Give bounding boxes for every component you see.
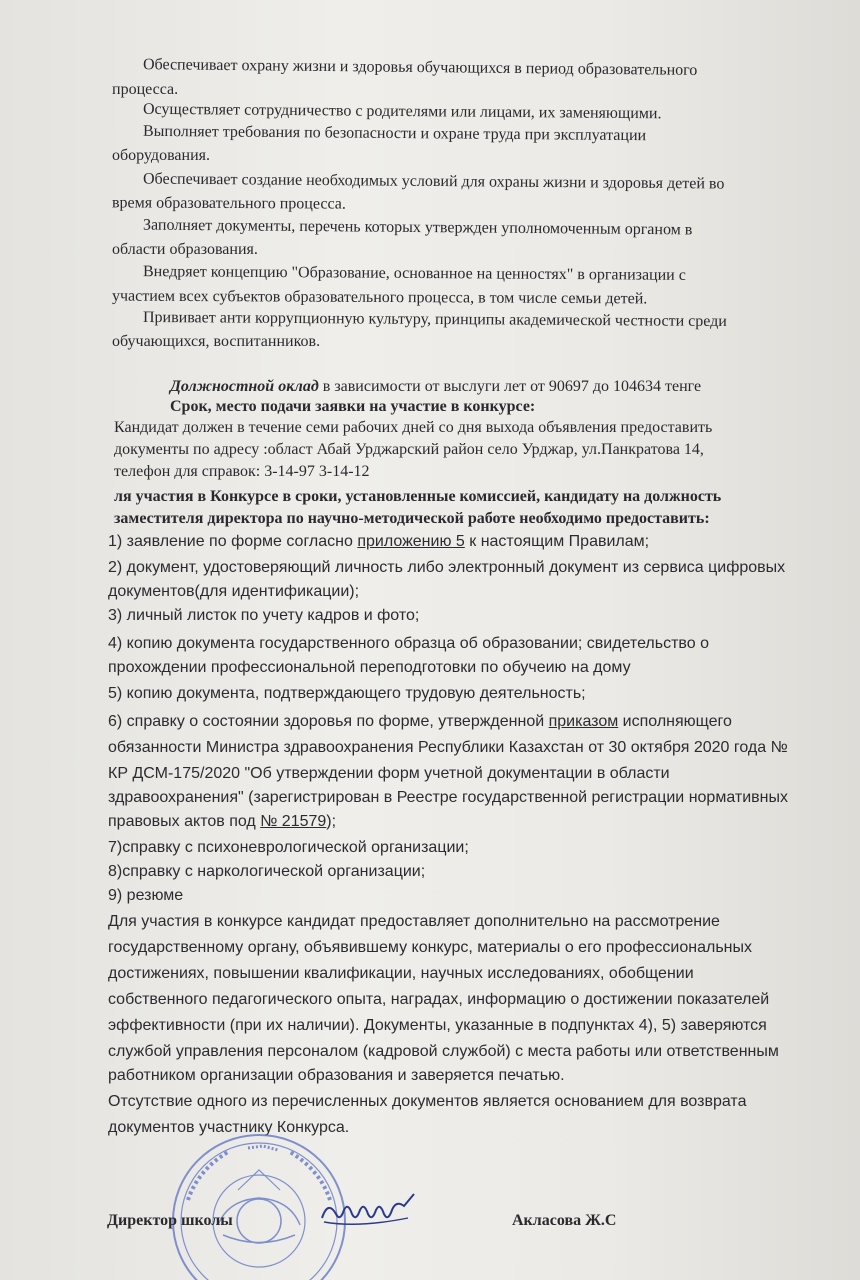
list-text: ); xyxy=(326,813,337,830)
duty-line: оборудования. xyxy=(112,147,210,164)
additional-line: службой управления персоналом (кадровой службой) с места работы или ответственным xyxy=(108,1043,779,1060)
list-item: КР ДСМ-175/2020 "Об утверждении форм учетной документации в области xyxy=(108,765,670,782)
duty-line: области образования. xyxy=(112,241,258,258)
additional-line: эффективности (при их наличии). Документы, указанные в подпунктах 4), 5) заверяются xyxy=(108,1017,767,1034)
list-item: документов(для идентификации); xyxy=(108,583,360,600)
duty-line: обучающихся, воспитанников. xyxy=(112,333,321,350)
additional-line: Отсутствие одного из перечисленных документов является основанием для возврата xyxy=(108,1093,747,1110)
list-text: 6) справку о состоянии здоровья по форме, утвержденной xyxy=(108,713,549,730)
appendix-link[interactable]: приложению 5 xyxy=(357,533,465,550)
list-item: 2) документ, удостоверяющий личность либо электронный документ из сервиса цифровых xyxy=(108,559,786,576)
signature-name: Акласова Ж.С xyxy=(512,1212,617,1229)
additional-line: государственному органу, объявившему конкурс, материалы о его профессиональных xyxy=(108,939,753,956)
duty-line: процесса. xyxy=(112,81,179,98)
list-text: 1) заявление по форме согласно xyxy=(108,533,358,550)
candidate-line: Кандидат должен в течение семи рабочих дней со дня выхода объявления предоставить xyxy=(114,419,713,436)
duty-line: Заполняет документы, перечень которых утвержден уполномоченным органом в xyxy=(142,216,693,239)
list-item: 3) личный листок по учету кадров и фото; xyxy=(108,607,420,624)
duty-line: участием всех субъектов образовательного процесса, в том числе семьи детей. xyxy=(111,287,648,308)
list-text: исполняющего xyxy=(618,713,732,730)
additional-line: собственного педагогического опыта, наградах, информацию о достижении показателей xyxy=(108,991,770,1008)
list-item xyxy=(108,530,649,555)
registry-link[interactable]: № 21579 xyxy=(260,813,327,830)
additional-line: документов участнику Конкурса. xyxy=(108,1119,350,1136)
duty-line: Выполняет требования по безопасности и охране труда при эксплуатации xyxy=(142,122,647,145)
list-item: прохождении профессиональной переподготовки по обучеию на дому xyxy=(108,659,631,676)
duty-line: Обеспечивает создание необходимых условий для охраны жизни и здоровья детей во xyxy=(142,170,725,193)
deadline-title: Срок, место подачи заявки на участие в конкурсе: xyxy=(170,398,536,415)
duty-line: Обеспечивает охрану жизни и здоровья обучающихся в период образовательного xyxy=(142,56,698,79)
list-item xyxy=(108,810,336,835)
signature-icon xyxy=(318,1188,418,1230)
salary-label: Должностной оклад xyxy=(170,378,319,395)
list-item: 8)справку с наркологической организации; xyxy=(108,863,426,880)
order-link[interactable]: приказом xyxy=(548,713,619,730)
additional-line: достижениях, повышении квалификации, научных исследованиях, обобщении xyxy=(108,965,694,982)
duty-line: Внедряет концепцию "Образование, основанное на ценностях" в организации с xyxy=(142,263,686,284)
signature-position: Директор школы xyxy=(107,1212,233,1229)
list-item: 9) резюме xyxy=(108,887,184,904)
list-item xyxy=(108,710,732,735)
duty-line: время образовательного процесса. xyxy=(111,194,346,213)
list-text: к настоящим Правилам; xyxy=(464,533,650,550)
list-item: 4) копию документа государственного образца об образовании; свидетельство о xyxy=(108,635,709,652)
additional-line: работником организации образования и заверяется печатью. xyxy=(108,1067,565,1084)
list-item: обязанности Министра здравоохранения Республики Казахстан от 30 октября 2020 года № xyxy=(108,739,788,756)
list-item: 5) копию документа, подтверждающего трудовую деятельность; xyxy=(108,685,586,702)
additional-line: Для участия в конкурсе кандидат предоставляет дополнительно на рассмотрение xyxy=(108,913,720,930)
duty-line: Осуществляет сотрудничество с родителями или лицами, их заменяющими. xyxy=(142,100,662,123)
salary-line xyxy=(170,378,701,396)
candidate-line: телефон для справок: 3-14-97 3-14-12 xyxy=(114,463,370,480)
salary-text: в зависимости от выслуги лет от 90697 до 104634 тенге xyxy=(318,378,702,395)
requirements-header: заместителя директора по научно-методической работе необходимо предоставить: xyxy=(114,510,710,527)
requirements-header: ля участия в Конкурсе в сроки, установленные комиссией, кандидату на должность xyxy=(114,488,722,505)
list-item: 7)справку с психоневрологической организации; xyxy=(108,839,469,856)
candidate-line: документы по адресу :област Абай Урджарский район село Урджар, ул.Панкратова 14, xyxy=(114,441,704,458)
duty-line: Прививает анти коррупционную культуру, принципы академической честности среди xyxy=(142,308,727,331)
list-text: правовых актов под xyxy=(108,813,261,830)
list-item: здравоохранения" (зарегистрирован в Реестре государственной регистрации нормативных xyxy=(108,789,788,806)
